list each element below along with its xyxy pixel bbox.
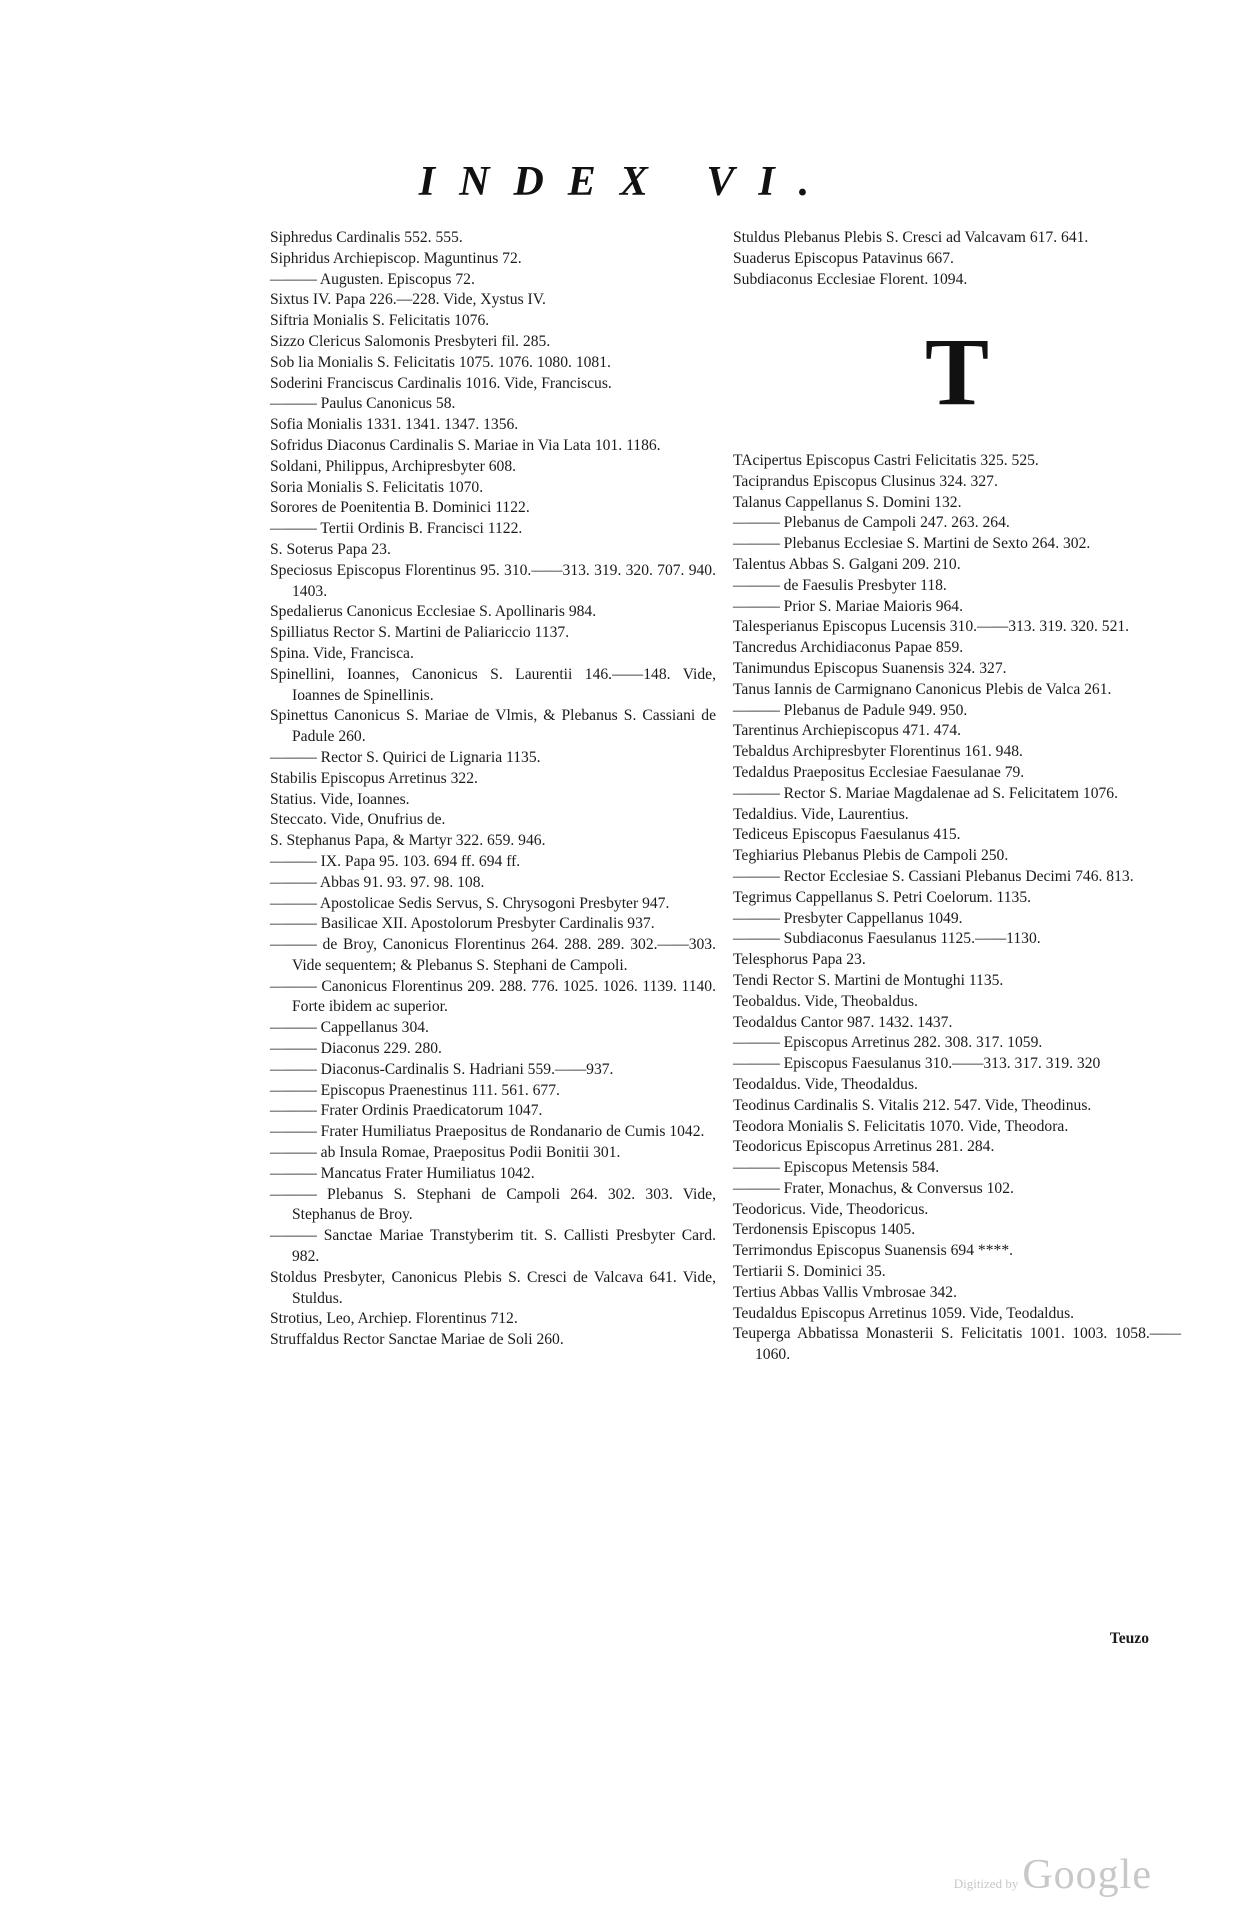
index-entry: Telesphorus Papa 23. (733, 951, 866, 969)
index-entry: Siphredus Cardinalis 552. 555. (270, 229, 463, 246)
index-entry: Sorores de Poenitentia B. Dominici 1122. (270, 499, 530, 517)
index-entry: Teghiarius Plebanus Plebis de Campoli 250. (733, 847, 1009, 865)
index-entry: Steccato. Vide, Onufrius de. (270, 811, 446, 829)
index-entry: ——— Abbas 91. 93. 97. 98. 108. (270, 873, 485, 891)
index-entry: Suaderus Episcopus Patavinus 667. (733, 249, 954, 267)
index-entry: ——— Plebanus de Padule 949. 950. (733, 701, 968, 719)
index-entry: ——— Episcopus Arretinus 282. 308. 317. 1059. (733, 1034, 1043, 1052)
index-entry: Teodora Monialis S. Felicitatis 1070. Vide, Theodora. (733, 1117, 1069, 1135)
index-entry: Tediceus Episcopus Faesulanus 415. (733, 826, 961, 844)
index-entry: ——— Diaconus-Cardinalis S. Hadriani 559.——937. (270, 1060, 614, 1078)
index-entry: Teodinus Cardinalis S. Vitalis 212. 547. Vide, Theodinus. (733, 1096, 1092, 1114)
watermark-prefix: Digitized by (953, 1876, 1019, 1891)
index-entry: Stabilis Episcopus Arretinus 322. (270, 769, 478, 787)
index-entry: Statius. Vide, Ioannes. (270, 790, 410, 808)
index-entry: Subdiaconus Ecclesiae Florent. 1094. (733, 270, 968, 288)
index-entry: Tertiarii S. Dominici 35. (733, 1263, 886, 1281)
index-entry: Teudaldus Episcopus Arretinus 1059. Vide, Teodaldus. (733, 1304, 1075, 1322)
index-entry: Teuperga Abbatissa Monasterii S. Felicitatis 1001. 1003. 1058.——1060. (733, 1325, 1181, 1364)
index-entry: ——— Episcopus Metensis 584. (733, 1159, 940, 1177)
index-entry: Taciprandus Episcopus Clusinus 324. 327. (733, 472, 998, 490)
index-entry: Teodoricus Episcopus Arretinus 281. 284. (733, 1138, 995, 1156)
watermark-brand: Google (1022, 1852, 1152, 1898)
index-entry: TAcipertus Episcopus Castri Felicitatis 325. 525. (733, 452, 1039, 469)
index-entry: Teobaldus. Vide, Theobaldus. (733, 992, 918, 1010)
index-entry: ——— de Faesulis Presbyter 118. (733, 576, 947, 594)
index-entry: Tedaldus Praepositus Ecclesiae Faesulanae 79. (733, 763, 1025, 781)
index-entry: Tanus Iannis de Carmignano Canonicus Plebis de Valca 261. (733, 680, 1112, 698)
index-entry: ——— Frater Ordinis Praedicatorum 1047. (270, 1102, 543, 1120)
index-entry: Sixtus IV. Papa 226.—228. Vide, Xystus IV. (270, 291, 546, 309)
index-entry: Tarentinus Archiepiscopus 471. 474. (733, 722, 962, 740)
index-column-left (270, 228, 716, 1351)
index-entry: Spedalierus Canonicus Ecclesiae S. Apollinaris 984. (270, 603, 597, 621)
index-entry: Spilliatus Rector S. Martini de Paliariccio 1137. (270, 624, 570, 642)
index-entry: ——— Plebanus de Campoli 247. 263. 264. (733, 514, 1010, 532)
index-entry: ——— Plebanus S. Stephani de Campoli 264. 302. 303. Vide, Stephanus de Broy. (270, 1185, 716, 1224)
index-entry: S. Stephanus Papa, & Martyr 322. 659. 946. (270, 832, 546, 850)
index-entry: ——— Tertii Ordinis B. Francisci 1122. (270, 520, 523, 538)
index-entry: Spinettus Canonicus S. Mariae de Vlmis, & Plebanus S. Cassiani de Padule 260. (270, 707, 716, 746)
index-entry: ——— Basilicae XII. Apostolorum Presbyter Cardinalis 937. (270, 915, 655, 933)
index-entry: ——— Cappellanus 304. (270, 1019, 429, 1037)
index-entry: Stuldus Plebanus Plebis S. Cresci ad Valcavam 617. 641. (733, 229, 1089, 246)
index-entry: Tancredus Archidiaconus Papae 859. (733, 639, 964, 657)
index-entry: ——— Sanctae Mariae Transtyberim tit. S. Callisti Presbyter Card. 982. (270, 1227, 716, 1266)
index-entry: Tertius Abbas Vallis Vmbrosae 342. (733, 1283, 957, 1301)
index-entry: ——— de Broy, Canonicus Florentinus 264. 288. 289. 302.——303. Vide sequentem; & Plebanus S. Stephani de Campoli. (270, 936, 716, 974)
index-entry: ——— Frater, Monachus, & Conversus 102. (733, 1179, 1014, 1197)
index-entry: Siphridus Archiepiscop. Maguntinus 72. (270, 249, 522, 267)
index-entry: Sob lia Monialis S. Felicitatis 1075. 1076. 1080. 1081. (270, 353, 611, 371)
index-entry: Tendi Rector S. Martini de Montughi 1135. (733, 971, 1004, 989)
index-entry: Tegrimus Cappellanus S. Petri Coelorum. 1135. (733, 888, 1032, 906)
index-entry: ——— Presbyter Cappellanus 1049. (733, 909, 963, 927)
digitized-watermark (902, 1851, 1152, 1899)
index-entry: Teodaldus Cantor 987. 1432. 1437. (733, 1013, 953, 1031)
index-entry: ——— IX. Papa 95. 103. 694 ff. 694 ff. (270, 852, 521, 870)
index-entry: ——— Rector S. Mariae Magdalenae ad S. Felicitatem 1076. (733, 784, 1118, 802)
index-entry: Talanus Cappellanus S. Domini 132. (733, 493, 962, 511)
index-entry: ——— Paulus Canonicus 58. (270, 395, 456, 413)
index-entry: S. Soterus Papa 23. (270, 540, 391, 558)
index-entry: Spinellini, Ioannes, Canonicus S. Laurentii 146.——148. Vide, Ioannes de Spinellinis. (270, 665, 716, 704)
index-entry: Siftria Monialis S. Felicitatis 1076. (270, 312, 490, 330)
index-entry: ——— Mancatus Frater Humiliatus 1042. (270, 1164, 535, 1182)
index-entry: ——— Episcopus Praenestinus 111. 561. 677. (270, 1081, 560, 1099)
index-entry: Speciosus Episcopus Florentinus 95. 310.——313. 319. 320. 707. 940. 1403. (270, 561, 716, 600)
catchword: Teuzo (1109, 1630, 1149, 1647)
page-title: INDEX VI. (418, 159, 834, 205)
index-entry: Struffaldus Rector Sanctae Mariae de Soli 260. (270, 1331, 564, 1349)
index-entry: Tanimundus Episcopus Suanensis 324. 327. (733, 659, 1007, 677)
index-entry: ——— Episcopus Faesulanus 310.——313. 317. 319. 320 (733, 1055, 1101, 1073)
index-entry: ——— Frater Humiliatus Praepositus de Rondanario de Cumis 1042. (270, 1123, 705, 1141)
index-entry: Teodoricus. Vide, Theodoricus. (733, 1200, 929, 1218)
index-entry: Stoldus Presbyter, Canonicus Plebis S. Cresci de Valcava 641. Vide, Stuldus. (270, 1268, 716, 1307)
index-entry: ——— Canonicus Florentinus 209. 288. 776. 1025. 1026. 1139. 1140. Forte ibidem ac superior. (270, 977, 716, 1016)
section-letter: T (924, 318, 990, 425)
index-entry: Strotius, Leo, Archiep. Florentinus 712. (270, 1310, 518, 1328)
index-entry: ——— Rector S. Quirici de Lignaria 1135. (270, 748, 541, 766)
index-entry: ——— Apostolicae Sedis Servus, S. Chrysogoni Presbyter 947. (270, 894, 670, 912)
index-entry: ——— Augusten. Episcopus 72. (270, 270, 475, 288)
index-entry: Sofia Monialis 1331. 1341. 1347. 1356. (270, 416, 519, 434)
index-entry: Talesperianus Episcopus Lucensis 310.——313. 319. 320. 521. (733, 618, 1130, 636)
index-entry: Tebaldus Archipresbyter Florentinus 161. 948. (733, 743, 1023, 761)
index-entry: Terrimondus Episcopus Suanensis 694 ****. (733, 1242, 1014, 1260)
index-column-right-top (733, 228, 1181, 290)
index-entry: ——— Rector Ecclesiae S. Cassiani Plebanus Decimi 746. 813. (733, 867, 1134, 885)
index-entry: Teodaldus. Vide, Theodaldus. (733, 1075, 918, 1093)
index-entry: Talentus Abbas S. Galgani 209. 210. (733, 555, 961, 573)
index-column-right-main (733, 451, 1181, 1366)
index-entry: Sofridus Diaconus Cardinalis S. Mariae in Via Lata 101. 1186. (270, 436, 661, 454)
index-entry: Soderini Franciscus Cardinalis 1016. Vide, Franciscus. (270, 374, 612, 392)
index-entry: ——— Subdiaconus Faesulanus 1125.——1130. (733, 930, 1041, 948)
index-entry: Soldani, Philippus, Archipresbyter 608. (270, 457, 517, 475)
index-entry: ——— Diaconus 229. 280. (270, 1040, 442, 1058)
index-entry: ——— Plebanus Ecclesiae S. Martini de Sexto 264. 302. (733, 535, 1091, 553)
index-entry: ——— Prior S. Mariae Maioris 964. (733, 597, 963, 615)
index-entry: ——— ab Insula Romae, Praepositus Podii Bonitii 301. (270, 1144, 621, 1162)
index-entry: Soria Monialis S. Felicitatis 1070. (270, 478, 484, 496)
index-entry: Terdonensis Episcopus 1405. (733, 1221, 916, 1239)
index-entry: Spina. Vide, Francisca. (270, 644, 414, 662)
index-entry: Tedaldius. Vide, Laurentius. (733, 805, 909, 823)
index-entry: Sizzo Clericus Salomonis Presbyteri fil. 285. (270, 332, 551, 350)
